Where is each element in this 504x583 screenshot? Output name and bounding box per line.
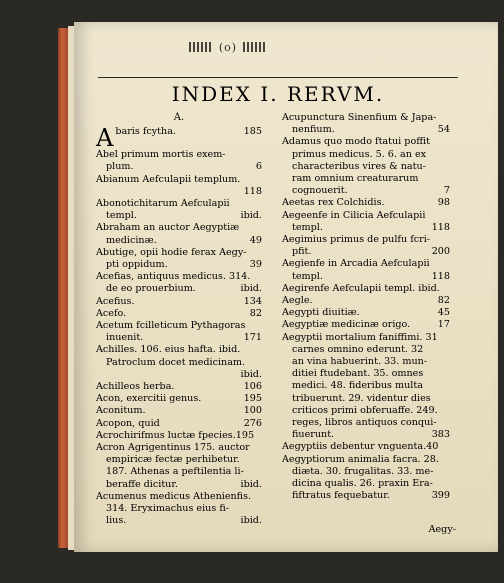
index-entry [282,124,450,136]
entry-text: Acefo. [96,307,127,319]
index-entry [96,491,262,503]
entry-text: inuenit. [106,332,144,344]
index-entry [96,430,262,442]
entry-text: 314. Eryximachus eius fi- [106,503,229,515]
index-entry [282,161,450,173]
entry-page [259,320,262,332]
entry-text: reges, libros antiquos conqui- [292,417,437,429]
index-entry [96,161,262,173]
entry-page [447,441,450,453]
entry-text: Acefius. [96,295,135,307]
index-entry [96,503,262,515]
index-entry [96,332,262,344]
entry-text: medici. 48. fideribus multa [292,380,423,392]
entry-page [447,234,450,246]
entry-text: Acumenus medicus Athenienfis. [96,490,252,502]
entry-text: Aegyptiæ medicinæ origo. [282,319,411,331]
entry-page [447,380,450,392]
entry-page [259,174,262,186]
header-ornament [178,40,278,54]
entry-text: ditiei ftudebant. 35. omnes [292,368,424,380]
entry-text: Aegyptii mortalium faniffimi. 31 [282,331,438,343]
entry-page: ibid. [240,283,262,295]
entry-page [447,368,450,380]
entry-page [447,405,450,417]
entry-page [447,466,450,478]
entry-page [447,332,450,344]
ornament-left-icon [189,42,213,52]
entry-text: diæta. 30. frugalitas. 33. me- [292,465,434,477]
entry-text: Aegimius primus de pulfu fcri- [282,234,431,246]
index-entry [96,222,262,234]
entry-page [447,454,450,466]
entry-page [259,247,262,259]
entry-page [259,466,262,478]
entry-text: Aegeenfe in Cilicia Aefculapii [282,209,426,221]
entry-text: characteribus vires & natu- [292,160,426,172]
entry-text: Aconitum. [96,405,146,417]
entry-page [447,356,450,368]
entry-page [447,478,450,490]
entry-page [447,149,450,161]
index-entry [282,222,450,234]
entry-page: 171 [243,332,262,344]
left-column [96,112,262,528]
entry-text: fiftratus fequebatur. [292,490,390,502]
ornament-center: (o) [218,40,238,54]
index-entry [282,393,450,405]
entry-page [259,491,262,503]
entry-text: carnes omnino ederunt. 32 [292,343,424,355]
entry-text: plum. [106,161,134,173]
entry-page [447,173,450,185]
drop-initial: A [96,124,114,153]
index-entry [282,295,450,307]
index-entry [96,405,262,417]
entry-text: Acetum fcilleticum Pythagoras [96,320,246,332]
entry-text: templ. [106,210,137,222]
entry-text: Aegypti diuitiæ. [282,307,360,319]
index-entry [282,283,450,295]
entry-page: 100 [243,405,262,417]
entry-text: Acron Agrigentinus 175. auctor [96,442,250,454]
index-entry [282,344,450,356]
index-entry [96,124,262,153]
entry-text: Abonotichitarum Aefculapii [96,198,230,210]
index-entry [96,454,262,466]
entry-page [259,198,262,210]
entry-page: 383 [431,429,450,441]
header-rule [98,77,458,78]
entry-page [447,283,450,295]
index-entry [282,466,450,478]
index-entry [96,466,262,478]
entry-text: criticos primi obferuaffe. 249. [292,404,438,416]
entry-page: 399 [431,490,450,502]
entry-page: 54 [437,124,450,136]
index-entry [282,197,450,209]
entry-text: tribuerunt. 29. videntur dies [292,392,431,404]
entry-page: 45 [437,307,450,319]
index-entry [96,479,262,491]
index-entry [282,356,450,368]
entry-page: 118 [431,221,450,233]
entry-text: Aegyptiorum animalia facra. 28. [282,453,439,465]
entry-text: cognouerit. [292,185,348,197]
entry-page [447,136,450,148]
entry-text: Abraham an auctor Aegyptiæ [96,222,240,234]
entry-text: Aegle. [282,295,313,307]
index-entry [96,344,262,356]
index-entry [96,515,262,527]
entry-text: medicinæ. [106,234,157,246]
entry-page: 7 [443,185,450,197]
index-entry [96,174,262,186]
entry-text: Achilleos herba. [96,381,175,393]
index-entry [282,368,450,380]
entry-text: Acupunctura Sinenfium & Japa- [282,112,437,123]
entry-text: lius. [106,515,127,527]
index-entry [96,442,262,454]
entry-text: primus medicus. 5. 6. an ex [292,148,427,160]
index-entry [96,308,262,320]
entry-text: beraffe dicitur. [106,478,178,490]
index-entry [96,259,262,271]
index-entry [282,441,450,453]
entry-page [259,503,262,515]
index-entry [96,271,262,283]
entry-text: templ. [292,221,323,233]
index-entry [282,332,450,344]
section-letter: A. [173,112,185,123]
ornament-right-icon [243,42,267,52]
entry-page [259,271,262,283]
entry-page: 118 [243,185,262,197]
right-column [282,112,450,503]
entry-text: pfit. [292,246,312,258]
index-entry [282,112,450,124]
book-fore-edge [58,28,68,548]
entry-text: de eo prouerbium. [106,283,196,295]
entry-page: 276 [243,417,262,429]
entry-text: Aegirenfe Aefculapii templ. ibid. [282,282,440,294]
entry-page: 82 [249,307,262,319]
entry-page [447,344,450,356]
index-entry [96,149,262,161]
entry-page: 118 [431,270,450,282]
entry-text: baris fcytha. [115,126,176,138]
index-entry [96,210,262,222]
entry-text: dicina qualis. 26. praxin Era- [292,478,433,490]
catchword: Aegy- [428,524,456,535]
entry-page: 134 [243,295,262,307]
entry-text: empiricæ fectæ perhibetur. [106,454,240,466]
entry-text: Acopon, quid [96,417,160,429]
index-entry [282,429,450,441]
entry-page: ibid. [240,515,262,527]
entry-page [447,393,450,405]
index-entry [282,417,450,429]
index-entry [96,369,262,381]
entry-page: 39 [249,259,262,271]
entry-page: ibid. [240,368,262,380]
entry-text: Patroclum docet medicinam. [106,356,246,368]
entry-page: 185 [243,126,262,138]
entry-page [259,454,262,466]
entry-text: Acon, exercitii genus. [96,393,202,405]
entry-page [259,222,262,234]
entry-page [447,417,450,429]
entry-page: 6 [255,161,262,173]
entry-page: 106 [243,381,262,393]
index-entry [96,198,262,210]
entry-page [259,149,262,161]
index-entry [282,185,450,197]
index-entry [282,307,450,319]
entry-page [259,430,262,442]
entry-text: fiuerunt. [292,429,335,441]
entry-text: Acefias, antiquus medicus. 314. [96,271,251,283]
entry-page: 195 [243,393,262,405]
entry-page: ibid. [240,210,262,222]
index-entry [282,271,450,283]
index-entry [282,319,450,331]
entry-text: nenfium. [292,124,335,136]
entry-text: an vina habuerint. 33. mun- [292,356,428,368]
entry-text: Abel primum mortis exem- [96,149,226,161]
index-entry [96,283,262,295]
index-entry [282,246,450,258]
entry-text: Aegienfe in Arcadia Aefculapii [282,258,430,270]
entry-page [447,161,450,173]
index-entry [282,210,450,222]
page-title: INDEX I. RERVM. [171,82,385,106]
entry-text: 187. Athenas a peftilentia li- [106,466,244,478]
entry-page: 17 [437,319,450,331]
entry-page: 98 [437,197,450,209]
entry-page: ibid. [240,478,262,490]
index-entry [282,454,450,466]
index-entry [96,320,262,332]
entry-page: 49 [249,234,262,246]
entry-text: Aeetas rex Colchidis. [282,197,385,209]
entry-text: ram omnium creaturarum [292,173,419,185]
entry-text: Acrochirifmus luctæ fpecies.195 [96,429,255,441]
entry-text: Abianum Aefculapii templum. [96,173,241,185]
entry-page [259,344,262,356]
index-entry [282,258,450,270]
entry-page [259,442,262,454]
index-entry [282,478,450,490]
index-entry [282,173,450,185]
index-entry [282,380,450,392]
entry-text: Adamus quo modo ftatui poffit [282,136,430,148]
index-entry [96,381,262,393]
entry-text: pti oppidum. [106,259,168,271]
entry-page: 82 [437,295,450,307]
index-entry [96,418,262,430]
index-entry [96,393,262,405]
entry-page: 200 [431,246,450,258]
entry-text: Abutige, opii hodie ferax Aegy- [96,246,247,258]
index-entry [282,234,450,246]
index-entry [282,149,450,161]
index-entry [282,405,450,417]
index-entry [96,357,262,369]
index-entry [96,247,262,259]
entry-text: templ. [292,270,323,282]
index-entry [282,490,450,502]
entry-text: Achilles. 106. eius hafta. ibid. [96,344,241,356]
entry-page [447,258,450,270]
entry-page [447,210,450,222]
index-entry [96,296,262,308]
index-entry [282,136,450,148]
entry-text: Aegyptiis debentur vnguenta.40 [282,441,439,453]
entry-page [447,112,450,124]
index-entry [96,186,262,198]
index-entry [96,235,262,247]
entry-page [259,357,262,369]
